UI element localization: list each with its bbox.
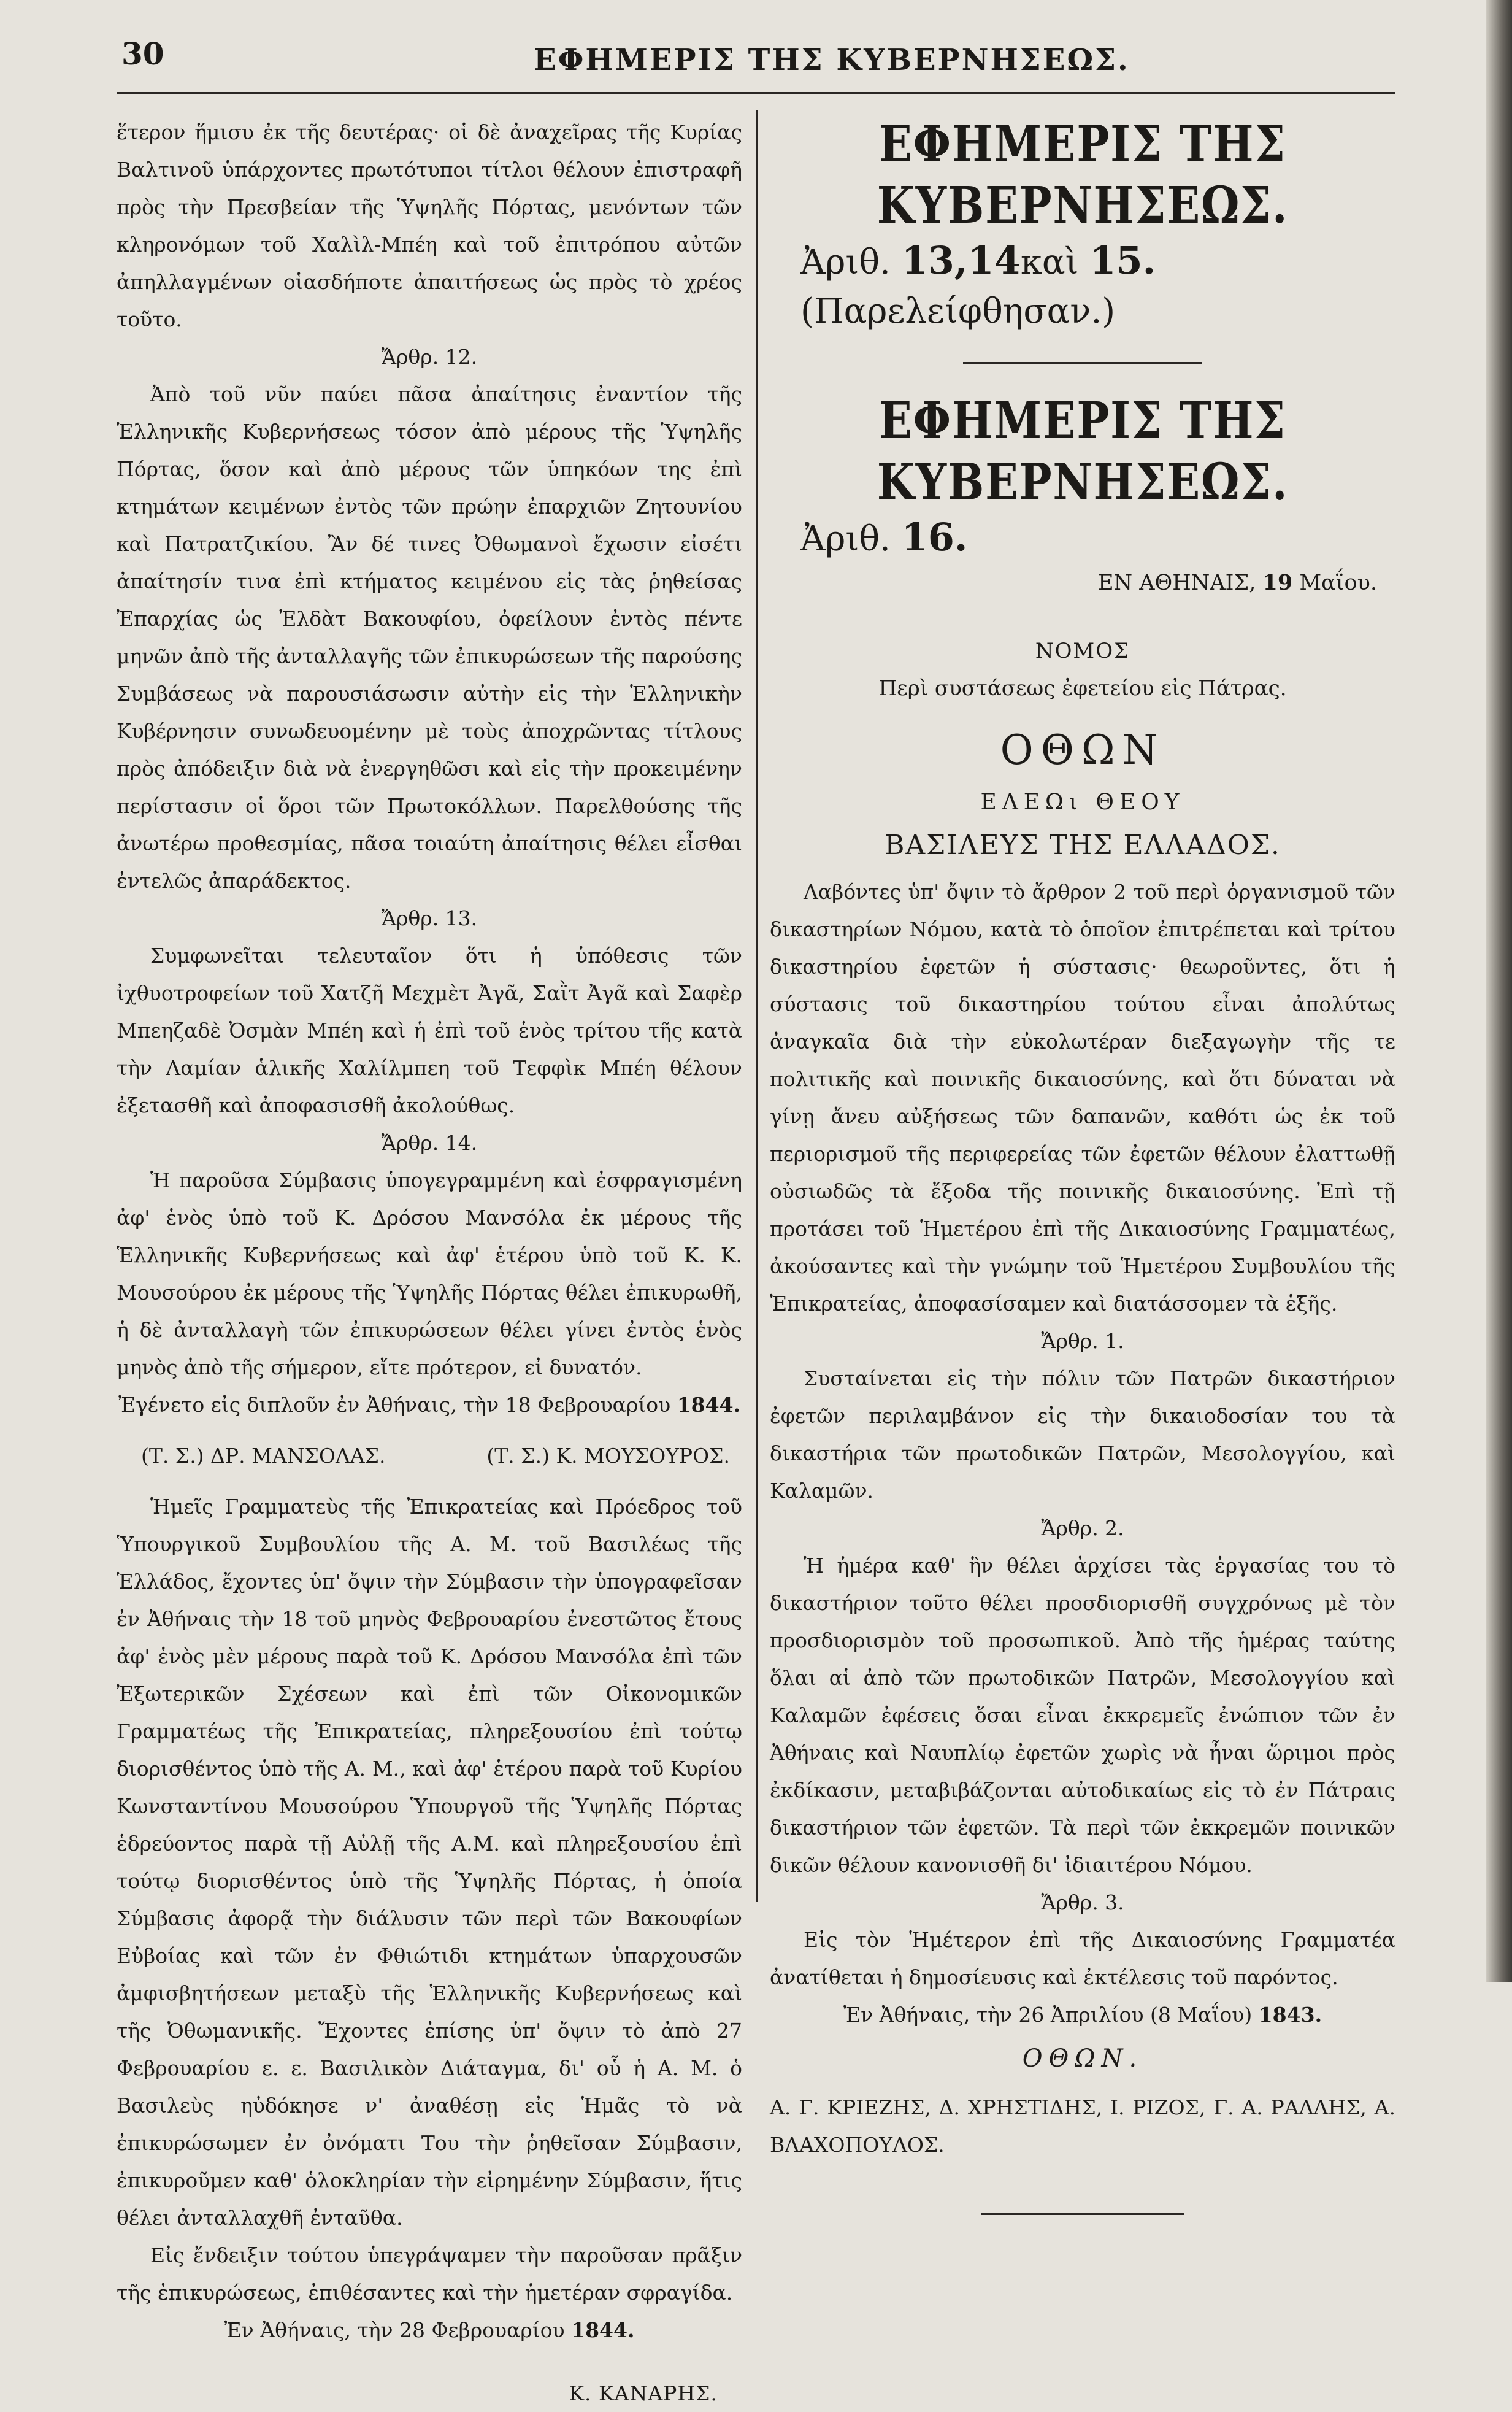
paragraph: Ἡ ἡμέρα καθ' ἣν θέλει ἀρχίσει τὰς ἐργασίας του τὸ δικαστήριον τοῦτο θέλει προσδιορισθῆ συγχρόνως μὲ τὸν προσδιορισμὸν τοῦ προσωπικοῦ. Ἀπὸ τῆς ἡμέρας ταύτης ὅλαι αἱ ἀπὸ τῶν πρωτοδικῶν Πατρῶν, Μεσολογγίου καὶ Καλαμῶν ἐφέσεις ὅσαι εἶναι ἐκκρεμεῖς ἐνώπιον τῶν ἐν Ἀθήναις καὶ Ναυπλίῳ ἐφετῶν χωρὶς νὰ ἦναι ὥριμοι πρὸς ἐκδίκασιν, μεταβιβάζονται αὐτοδικαίως εἰς τὸ ἐν Πάτραις δικαστήριον τῶν ἐφετῶν. Τὰ περὶ τῶν ἐκκρεμῶν ποινικῶν δικῶν θέλουν κανονισθῆ δι' ἰδιαιτέρου Νόμου. [770,1554,1395,1877]
issue-conjunction: καὶ [1020,242,1079,282]
place-month: Μαΐου. [1299,571,1377,595]
article-heading: Ἄρθρ. 2. [1041,1516,1124,1540]
date-text: Ἐν Ἀθήναις, τὴν 28 Φεβρουαρίου [224,2318,565,2342]
paragraph: Ἡμεῖς Γραμματεὺς τῆς Ἐπικρατείας καὶ Πρόεδρος τοῦ Ὑπουργικοῦ Συμβουλίου τῆς Α. Μ. τοῦ Βασιλέως τῆς Ἑλλάδος, ἔχοντες ὑπ' ὄψιν τὴν Σύμβασιν τὴν ὑπογραφεῖσαν ἐν Ἀθήναις τὴν 18 τοῦ μηνὸς Φεβρουαρίου ἐνεστῶτος ἔτους ἀφ' ἑνὸς μὲν μέρους παρὰ τοῦ Κ. Δρόσου Μανσόλα ἐπὶ τῶν Ἐξωτερικῶν Σχέσεων καὶ ἐπὶ τῶν Οἰκονομικῶν Γραμματέως τῆς Ἐπικρατείας, πληρεξουσίου ἐπὶ τούτῳ διορισθέντος ὑπὸ τῆς Α. Μ., καὶ ἀφ' ἑτέρου παρὰ τοῦ Κυρίου Κωνσταντίνου Μουσούρου Ὑπουργοῦ τῆς Ὑψηλῆς Πόρτας ἑδρεύοντος παρὰ τῇ Αὐλῇ τῆς Α.Μ. καὶ πληρεξουσίου ἐπὶ τούτῳ διορισθέντος ὑπὸ τῆς Ὑψηλῆς Πόρτας, ἡ ὁποία Σύμβασις ἀφορᾷ τὴν διάλυσιν τῶν περὶ τῶν Βακουφίων Εὐβοίας καὶ τῶν ἐν Φθιώτιδι κτημάτων ὑπαρχουσῶν ἀμφισβητήσεων μεταξὺ τῆς Ἑλληνικῆς Κυβερνήσεως καὶ τῆς Ὀθωμανικῆς. Ἔχοντες ἐπίσης ὑπ' ὄψιν τὸ ἀπὸ 27 Φεβρουαρίου ε. ε. Βασιλικὸν Διάταγμα, δι' οὗ ἡ Α. Μ. ὁ Βασιλεὺς ηὐδόκησε ν' ἀναθέσῃ εἰς Ἡμᾶς τὸ νὰ ἐπικυρώσωμεν ἐν ὀνόματι Του τὴν ῥηθεῖσαν Σύμβασιν, ἐπικυροῦμεν καθ' ὁλοκληρίαν τὴν εἰρημένην Σύμβασιν, ἥτις θέλει ἀνταλλαχθῆ ἐνταῦθα. [117,1495,742,2230]
paragraph: Λαβόντες ὑπ' ὄψιν τὸ ἄρθρον 2 τοῦ περὶ ὀργανισμοῦ τῶν δικαστηρίων Νόμου, κατὰ τὸ ὁποῖον ἐπιτρέπεται καὶ τρίτου δικαστηρίου ἐφετῶν ἡ σύστασις· θεωροῦντες, ὅτι ἡ σύστασις τοῦ δικαστηρίου τούτου εἶναι ἀπολύτως ἀναγκαῖα διὰ τὴν εὐκολωτέραν διεξαγωγὴν τῆς τε πολιτικῆς καὶ ποινικῆς δικαιοσύνης, καὶ ὅτι δύναται νὰ γίνῃ ἄνευ αὐξήσεως τῶν δαπανῶν, καθότι ὡς ἐκ τοῦ περιορισμοῦ τῆς περιφερείας τῶν ἐφετῶν θέλουν ἐλαττωθῇ οὐσιωδῶς τὰ ἔξοδα τῆς ποινικῆς δικαιοσύνης. Ἐπὶ τῇ προτάσει τοῦ Ἡμετέρου ἐπὶ τῆς Δικαιοσύνης Γραμματέως, ἀκούσαντες καὶ τὴν γνώμην τοῦ Ἡμετέρου Συμβουλίου τῆς Ἐπικρατείας, ἀποφασίσαμεν καὶ διατάσσομεν τὰ ἑξῆς. [770,880,1395,1316]
right-column [770,114,1395,2215]
paragraph: Συσταίνεται εἰς τὴν πόλιν τῶν Πατρῶν δικαστήριον ἐφετῶν περιλαμβάνον εἰς τὴν δικαιοδοσίαν του τὰ δικαστήρια τῶν πρωτοδικῶν Πατρῶν, Μεσολογγίου, καὶ Καλαμῶν. [770,1366,1395,1503]
running-title: ΕΦΗΜΕΡΙΣ ΤΗΣ ΚΥΒΕΡΝΗΣΕΩΣ. [534,43,1130,77]
article-heading: Ἄρθρ. 14. [381,1131,478,1155]
paragraph: Συμφωνεῖται τελευταῖον ὅτι ἡ ὑπόθεσις τῶν ἰχθυοτροφείων τοῦ Χατζῆ Μεχμὲτ Ἀγᾶ, Σαῒτ Ἀγᾶ καὶ Σαφὲρ Μπεηζαδὲ Ὀσμὰν Μπέη καὶ ἡ ἐπὶ τοῦ ἑνὸς τρίτου τῆς κατὰ τὴν Λαμίαν ἁλικῆς Χαλίλμπεη τοῦ Τεφφὶκ Μπέη θέλουν ἐξετασθῆ καὶ ἀποφασισθῆ ἀκολούθως. [117,944,742,1117]
place-day: 19 [1262,570,1293,595]
date-year: 1844. [677,1393,741,1417]
section-rule [963,362,1202,364]
date-year: 1843. [1258,2003,1322,2027]
header-rule [117,92,1395,94]
issue-number: 15. [1089,238,1156,283]
issue-label: Ἀριθ. [800,519,891,559]
article-heading: Ἄρθρ. 12. [381,345,478,369]
ministers-signatures: Α. Γ. ΚΡΙΕΖΗΣ, Δ. ΧΡΗΣΤΙΔΗΣ, Ι. ΡΙΖΟΣ, Γ. Α. ΡΑΛΛΗΣ, Α. ΒΛΑΧΟΠΟΥΛΟΣ. [770,2095,1395,2157]
column-divider [756,110,758,1902]
king-name: ΟΘΩΝ [1000,726,1165,774]
place-date [770,564,1395,602]
paragraph: Εἰς τὸν Ἡμέτερον ἐπὶ τῆς Δικαιοσύνης Γραμματέα ἀνατίθεται ἡ δημοσίευσις καὶ ἐκτέλεσις τοῦ παρόντος. [770,1928,1395,1989]
king-signature: ΟΘΩΝ. [1022,2044,1143,2073]
paragraph: Ἡ παροῦσα Σύμβασις ὑπογεγραμμένη καὶ ἐσφραγισμένη ἀφ' ἑνὸς ὑπὸ τοῦ Κ. Δρόσου Μανσόλα ἐκ μέρους τῆς Ἑλληνικῆς Κυβερνήσεως καὶ ἀφ' ἑτέρου ὑπὸ τοῦ Κ. Κ. Μουσούρου ἐκ μέρους τῆς Ὑψηλῆς Πόρτας θέλει ἐπικυρωθῆ, ἡ δὲ ἀνταλλαγὴ τῶν ἐπικυρώσεων θέλει γίνει ἐντὸς ἑνὸς μηνὸς ἀπὸ τῆς σήμερον, εἴτε πρότερον, εἰ δυνατόν. [117,1168,742,1379]
place-text: ΕΝ ΑΘΗΝΑΙΣ, [1097,571,1256,595]
signature-mousouros: (Τ. Σ.) Κ. ΜΟΥΣΟΥΡΟΣ. [486,1444,730,1468]
law-subject: Περὶ συστάσεως ἐφετείου εἰς Πάτρας. [878,676,1287,701]
law-title: ΝΟΜΟΣ [1035,639,1130,663]
paragraph: Ἀπὸ τοῦ νῦν παύει πᾶσα ἀπαίτησις ἐναντίον τῆς Ἑλληνικῆς Κυβερνήσεως τόσον ἀπὸ μέρους τῆς Ὑψηλῆς Πόρτας, ὅσον καὶ ἀπὸ μέρους τῶν ὑπηκόων της ἐπὶ κτημάτων κειμένων ἐντὸς τῶν πρώην ἐπαρχιῶν Ζητουνίου καὶ Πατρατζικίου. Ἂν δέ τινες Ὀθωμανοὶ ἔχωσιν εἰσέτι ἀπαίτησίν τινα ἐπὶ κτήματος κειμένου εἰς τὰς ῥηθείσας Ἐπαρχίας ὡς Ἐλδὰτ Βακουφίου, ὀφείλουν ἐντὸς πέντε μηνῶν ἀπὸ τῆς ἀνταλλαγῆς τῶν ἐπικυρώσεων τῆς παρούσης Συμβάσεως νὰ παρουσιάσωσιν αὐτὴν εἰς τὴν Ἑλληνικὴν Κυβέρνησιν συνωδευομένην μὲ τοὺς ἀποχρῶντας τίτλους πρὸς ἀπόδειξιν διὰ νὰ ἐνεργηθῶσι καὶ εἰς τὴν προκειμένην περίστασιν οἱ ὅροι τῶν Πρωτοκόλλων. Παρελθούσης τῆς ἀνωτέρω προθεσμίας, πᾶσα τοιαύτη ἀπαίτησις θέλει εἶσθαι ἐντελῶς ἀπαράδεκτος. [117,382,742,893]
king-title: ΒΑΣΙΛΕΥΣ ΤΗΣ ΕΛΛΑΔΟΣ. [885,830,1281,861]
date-line [770,1996,1395,2033]
issue-number-line [770,513,1395,564]
date-line [117,1386,742,1424]
issue-number-line [770,236,1395,336]
date-text: Ἐγένετο εἰς διπλοῦν ἐν Ἀθήναις, τὴν 18 Φεβρουαρίου [118,1393,671,1417]
signatures [117,1437,742,1474]
paragraph: ἕτερον ἥμισυ ἐκ τῆς δευτέρας· οἱ δὲ ἀναχεῖρας τῆς Κυρίας Βαλτινοῦ ὑπάρχοντες πρωτότυποι τίτλοι θέλουν ἐπιστραφῆ πρὸς τὴν Πρεσβείαν τῆς Ὑψηλῆς Πόρτας, μενόντων τῶν κληρονόμων τοῦ Χαλὶλ-Μπέη καὶ τοῦ ἐπιτρόπου αὐτῶν ἀπηλλαγμένων οἱασδήποτε ἀπαιτήσεως ὡς πρὸς τὸ χρέος τοῦτο. [117,120,742,331]
article-heading: Ἄρθρ. 13. [381,906,478,930]
by-grace-of-god: ΕΛΕΩι ΘΕΟΥ [980,790,1185,815]
masthead: ΕΦΗΜΕΡΙΣ ΤΗΣ ΚΥΒΕΡΝΗΣΕΩΣ. [877,115,1289,235]
paragraph: Εἰς ἔνδειξιν τούτου ὑπεγράψαμεν τὴν παροῦσαν πρᾶξιν τῆς ἐπικυρώσεως, ἐπιθέσαντες καὶ τὴν ἡμετέραν σφραγίδα. [117,2243,742,2305]
page-number: 30 [121,36,164,72]
masthead: ΕΦΗΜΕΡΙΣ ΤΗΣ ΚΥΒΕΡΝΗΣΕΩΣ. [877,391,1289,512]
issue-note: (Παρελείφθησαν.) [800,291,1116,331]
left-column [117,114,742,2412]
article-heading: Ἄρθρ. 1. [1041,1329,1124,1353]
date-year: 1844. [571,2318,635,2342]
date-text: Ἐν Ἀθήναις, τὴν 26 Ἀπριλίου (8 Μαΐου) [843,2003,1253,2027]
issue-number: 16. [901,515,968,560]
issue-label: Ἀριθ. [800,242,891,282]
issue-numbers: 13,14 [901,238,1021,283]
signature-mansolas: (Τ. Σ.) ΔΡ. ΜΑΝΣΟΛΑΣ. [141,1444,386,1468]
date-line [117,2311,742,2349]
page-edge-shadow [1486,0,1512,1982]
end-rule [981,2213,1184,2215]
article-heading: Ἄρθρ. 3. [1041,1890,1124,1914]
signatory-kanaris: Κ. ΚΑΝΑΡΗΣ. [569,2381,718,2405]
